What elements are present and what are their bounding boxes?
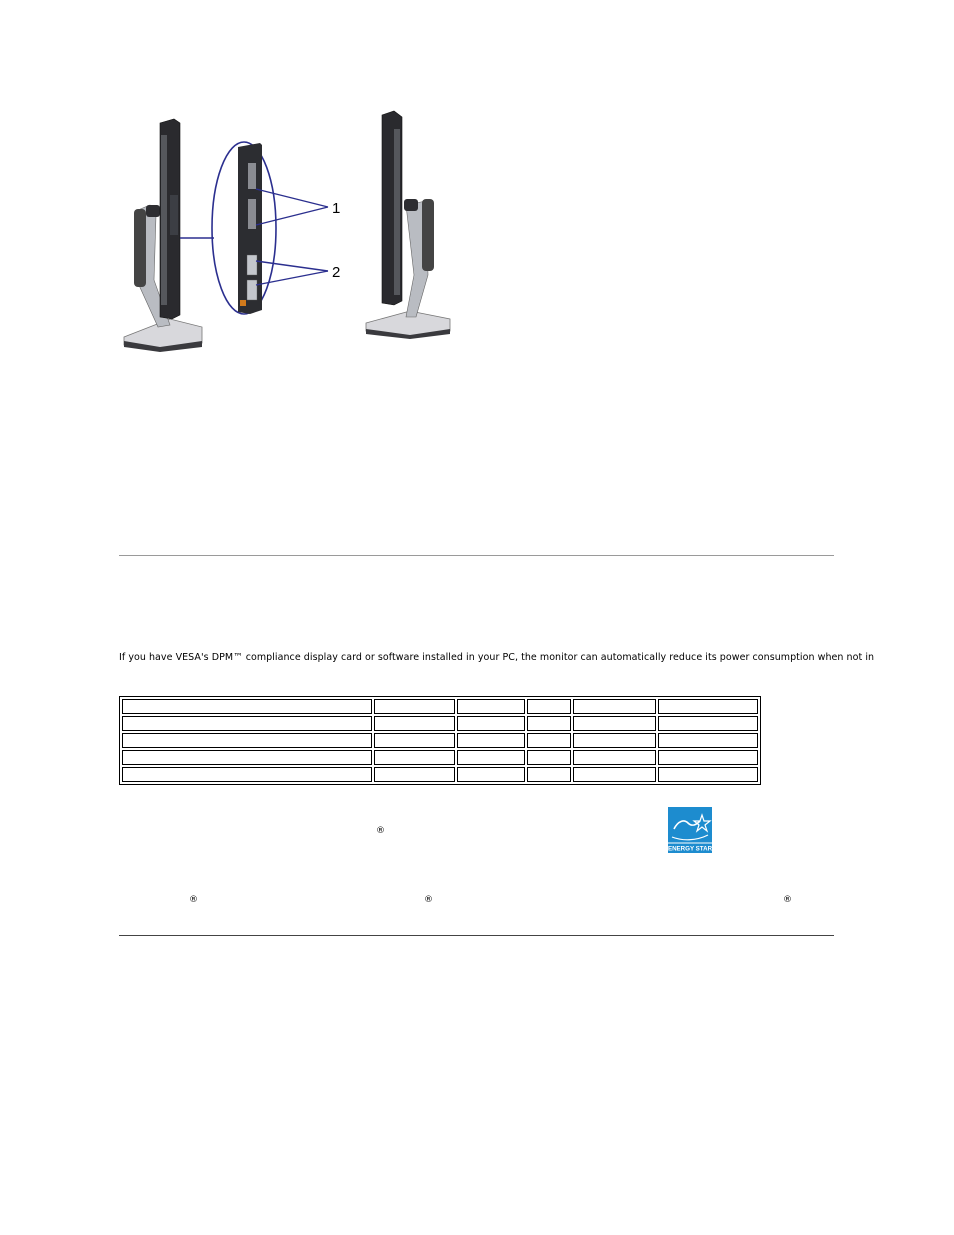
table-cell <box>122 716 372 731</box>
table-row <box>122 733 758 748</box>
table-cell <box>658 699 758 714</box>
table-cell <box>457 750 525 765</box>
table-cell <box>374 733 455 748</box>
table-cell <box>122 750 372 765</box>
table-cell <box>374 699 455 714</box>
table-cell <box>374 767 455 782</box>
table-cell <box>658 716 758 731</box>
table-cell <box>457 733 525 748</box>
callout-label-2: 2 <box>332 264 341 281</box>
callout-label-1: 1 <box>332 200 341 217</box>
right-side-monitor-illustration <box>366 111 450 339</box>
table-cell <box>658 750 758 765</box>
zoom-detail <box>180 142 276 314</box>
table-cell <box>122 767 372 782</box>
registered-mark: ® <box>189 895 198 905</box>
dpm-description-text: If you have VESA's DPM™ compliance display card or software installed in your PC, the monitor can automatically reduce its power consumption when not in <box>119 652 875 663</box>
registered-mark: ® <box>424 895 433 905</box>
section-divider <box>119 555 834 556</box>
table-cell <box>457 716 525 731</box>
table-cell <box>573 750 656 765</box>
callout-lines <box>256 189 328 285</box>
table-cell <box>527 733 571 748</box>
table-cell <box>527 716 571 731</box>
power-management-table <box>119 696 761 785</box>
table-cell <box>122 699 372 714</box>
table-cell <box>573 733 656 748</box>
section-divider <box>119 935 834 936</box>
table-cell <box>374 716 455 731</box>
registered-mark: ® <box>783 895 792 905</box>
table-row <box>122 767 758 782</box>
table-cell <box>457 699 525 714</box>
registered-mark: ® <box>376 826 385 836</box>
left-side-monitor-illustration <box>124 119 202 352</box>
table-cell <box>527 767 571 782</box>
table-row <box>122 750 758 765</box>
table-cell <box>457 767 525 782</box>
table-cell <box>527 750 571 765</box>
table-row <box>122 716 758 731</box>
energy-star-logo-icon <box>668 807 712 853</box>
table-row <box>122 699 758 714</box>
monitor-side-view-figure <box>110 105 470 355</box>
table-cell <box>527 699 571 714</box>
table-cell <box>573 716 656 731</box>
table-cell <box>573 699 656 714</box>
svg-text:ENERGY STAR: ENERGY STAR <box>668 845 712 853</box>
table-cell <box>658 733 758 748</box>
table-cell <box>122 733 372 748</box>
table-cell <box>658 767 758 782</box>
table-cell <box>573 767 656 782</box>
table-cell <box>374 750 455 765</box>
